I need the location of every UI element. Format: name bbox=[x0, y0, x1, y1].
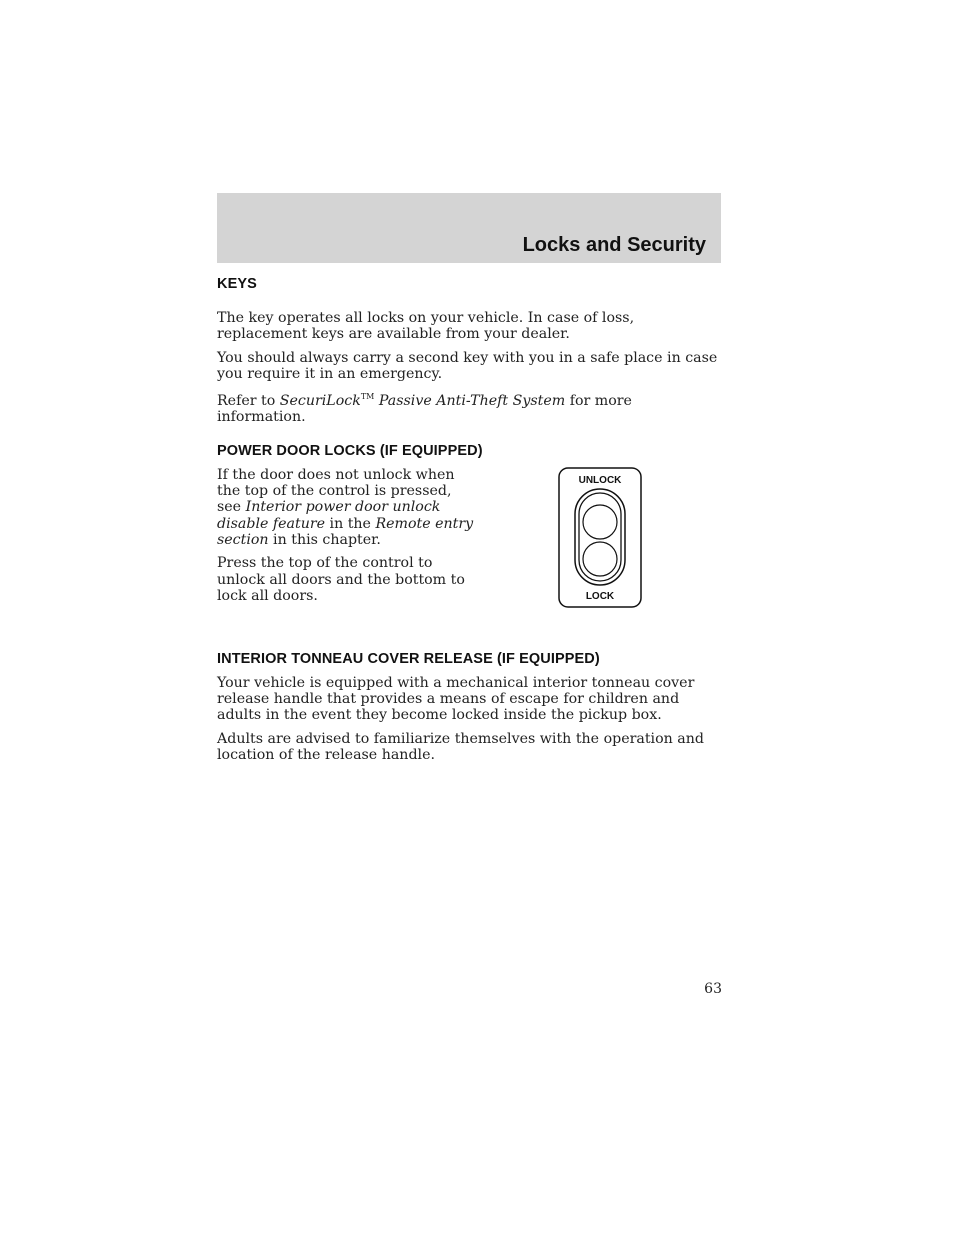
keys-paragraph-1: The key operates all locks on your vehicle. In case of loss, replacement keys are available from your dealer. bbox=[217, 310, 635, 343]
anti-theft-reference: Passive Anti-Theft System bbox=[374, 393, 566, 410]
lock-rocker-icon bbox=[583, 542, 617, 576]
section-header-band bbox=[217, 193, 721, 263]
text-fragment: If the door does not unlock when the top of the control is pressed, see bbox=[217, 466, 455, 516]
door-lock-switch-illustration bbox=[558, 467, 643, 609]
securilock-reference: SecuriLock bbox=[279, 393, 361, 410]
power-locks-heading: POWER DOOR LOCKS (IF EQUIPPED) bbox=[217, 442, 483, 459]
power-locks-text bbox=[217, 467, 477, 604]
text-fragment: Refer to bbox=[217, 393, 280, 410]
keys-paragraph-3 bbox=[217, 389, 721, 426]
text-fragment: for more information. bbox=[217, 393, 632, 426]
remote-entry-reference: Remote entry section bbox=[217, 515, 474, 548]
text-fragment: in the bbox=[325, 515, 376, 532]
trademark-symbol: TM bbox=[360, 392, 375, 402]
power-locks-paragraph-2: Press the top of the control to unlock all doors and the bottom to lock all doors. bbox=[217, 555, 465, 604]
section-title: Locks and Security bbox=[522, 234, 706, 256]
keys-paragraph-2: You should always carry a second key with you in a safe place in case you require it in an emergency. bbox=[217, 349, 718, 382]
power-locks-paragraph-1 bbox=[217, 467, 477, 548]
unlock-rocker-icon bbox=[583, 505, 617, 539]
tonneau-paragraph-1: Your vehicle is equipped with a mechanical interior tonneau cover release handle that provides a means of escape for children and adults in the event they become locked inside the pickup box. bbox=[217, 674, 695, 724]
text-fragment: in this chapter. bbox=[268, 531, 381, 548]
tonneau-paragraph-2: Adults are advised to familiarize themselves with the operation and location of the release handle. bbox=[217, 730, 704, 763]
page-content bbox=[217, 276, 721, 763]
unlock-label: UNLOCK bbox=[578, 474, 622, 486]
unlock-disable-reference: Interior power door unlock disable feature bbox=[217, 499, 441, 532]
tonneau-heading: INTERIOR TONNEAU COVER RELEASE (IF EQUIPPED) bbox=[217, 650, 600, 667]
keys-heading: KEYS bbox=[217, 276, 257, 292]
lock-label: LOCK bbox=[585, 590, 615, 602]
power-locks-section bbox=[217, 467, 721, 647]
page-number: 63 bbox=[704, 981, 722, 997]
